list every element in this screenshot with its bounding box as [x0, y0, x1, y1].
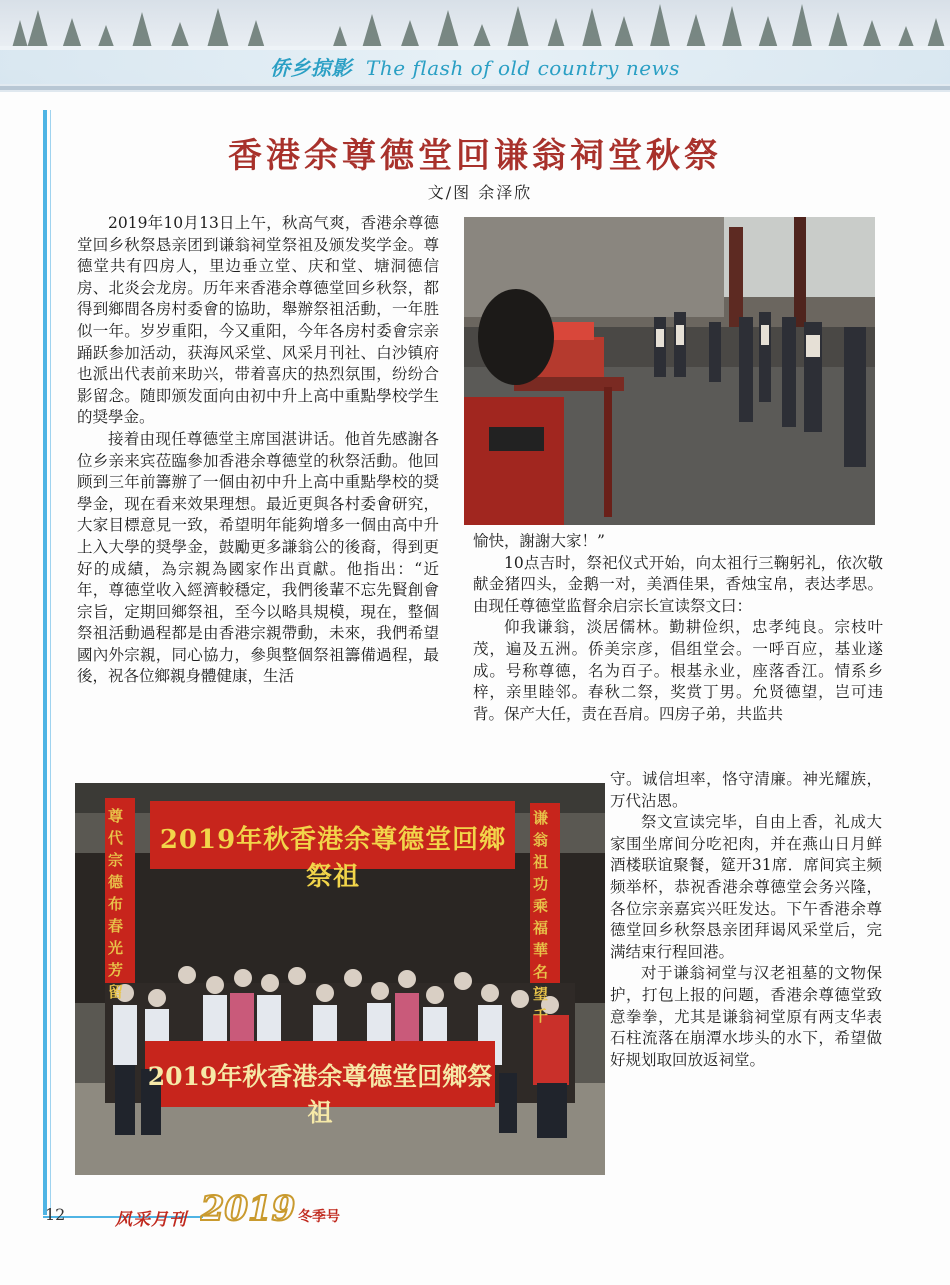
ceremony-photo-illustration [464, 217, 875, 525]
magazine-name: 风采月刊 [115, 1210, 187, 1230]
couplet-left: 尊代宗德布春光芳留 [108, 807, 124, 1001]
paragraph: 2019年10月13日上午，秋高气爽，香港余尊德堂回乡秋祭恳亲团到谦翁祠堂祭祖及颁发奖学金。尊德堂共有四房人，里边垂立堂、庆和堂、塘洞德信房、北炎会龙房。历年来香港余尊德堂回乡秋祭，都得到鄉間各房村委會的協助，舉辦祭祖活動，一年胜似一年。岁岁重阳，今又重阳，今年各房村委會宗亲踊跃参加活动，获海风采堂、风采月刊社、白沙镇府也派出代表前来助兴，带着喜庆的热烈氛围，纷纷合影留念。随即颁发面向由初中升上高中重點學校学生的奨學金。 [77, 214, 439, 427]
article-column-2 [473, 531, 883, 725]
paragraph: 10点吉时，祭祀仪式开始，向太祖行三鞠躬礼，依次敬献金猪四头，金鹅一对，美酒佳果，香烛宝帛，表达孝思。由现任尊德堂监督余启宗长宣读祭文曰： [473, 553, 883, 615]
page-number: 12 [45, 1205, 66, 1224]
article-title: 香港余尊德堂回谦翁祠堂秋祭 [228, 136, 722, 176]
left-accent-bar [43, 110, 47, 1215]
paragraph: 愉快，謝謝大家！” [473, 532, 605, 550]
header-divider [0, 86, 950, 90]
left-accent-line [50, 110, 51, 1215]
group-photo [75, 783, 605, 1175]
section-heading [0, 52, 950, 81]
paragraph: 仰我谦翁，淡居儒林。勤耕俭织，忠孝纯良。宗枝叶茂，遍及五洲。侨美宗彦，倡组堂会。一呼百应，基业遂成。号称尊德，名为百子。根基永业，座落香江。情系乡梓，亲里睦邻。春秋二祭，奖赏丁男。允贤德望，岂可违背。保产大任，责在吾肩。四房子弟，共监共 [473, 618, 883, 723]
banner-top-text: 2019年秋香港余尊德堂回鄉祭祖 [159, 825, 507, 892]
article-column-3 [610, 769, 882, 1071]
paragraph: 守。诚信坦率，恪守清廉。神光耀族，万代沾恩。 [610, 770, 882, 810]
ceremony-photo [464, 217, 875, 525]
year-logo [200, 1180, 296, 1235]
section-name-zh: 侨乡掠影 [270, 56, 353, 80]
section-name-en: The flash of old country news [366, 56, 680, 80]
paragraph: 祭文宣读完毕，自由上香，礼成大家围坐席间分吃祀肉，并在燕山日月鲜酒楼联谊聚餐，筵开31席．席间宾主频频举杯，恭祝香港余尊德堂会务兴隆，各位宗亲嘉宾兴旺发达。下午香港余尊德堂回乡秋祭恳亲团拜谒风采堂后，完满结束行程回港。 [610, 813, 882, 961]
issue-label: 冬季号 [298, 1209, 340, 1225]
paragraph: 接着由现任尊德堂主席国湛讲话。他首先感謝各位乡亲来宾莅臨參加香港余尊德堂的秋祭活動。他回顾到三年前籌辦了一個由初中升上高中重點學校的奨學金，现在看来效果理想。最近更與各村委會研究，大家目標意見一致，希望明年能夠增多一個由高中升上入大學的奨學金，鼓勵更多謙翁公的後裔，得到更好的成績，為宗親為國家作出貢獻。他指出：“近年，尊德堂收入經濟較穩定，我們後輩不忘先賢創會宗旨，定期回鄉祭祖，至今以略具規模，現在，整個祭祖活動過程都是由香港宗親帶動，未來，我們希望國內外宗親，同心協力，參與整個祭祖籌備過程，最後，祝各位鄉親身體健康，生活 [77, 429, 439, 686]
year-logo-graphic [200, 1180, 296, 1235]
article-column-1 [77, 213, 439, 688]
couplet-right: 谦翁祖功乘福華名望千 [533, 809, 549, 1025]
article-byline: 文/图 余泽欣 [427, 183, 533, 202]
header-banner [0, 0, 950, 92]
year-logo-text: 2019 [200, 1189, 296, 1229]
banner-bottom-text: 2019年秋香港余尊德堂回鄉祭祖 [147, 1062, 493, 1127]
paragraph: 对于谦翁祠堂与汉老祖墓的文物保护，打包上报的问题，香港余尊德堂致意拳拳，尤其是谦翁祠堂原有两支华表石柱流落在崩潭水埗头的水下，希望做好规划取回放返祠堂。 [610, 964, 882, 1069]
